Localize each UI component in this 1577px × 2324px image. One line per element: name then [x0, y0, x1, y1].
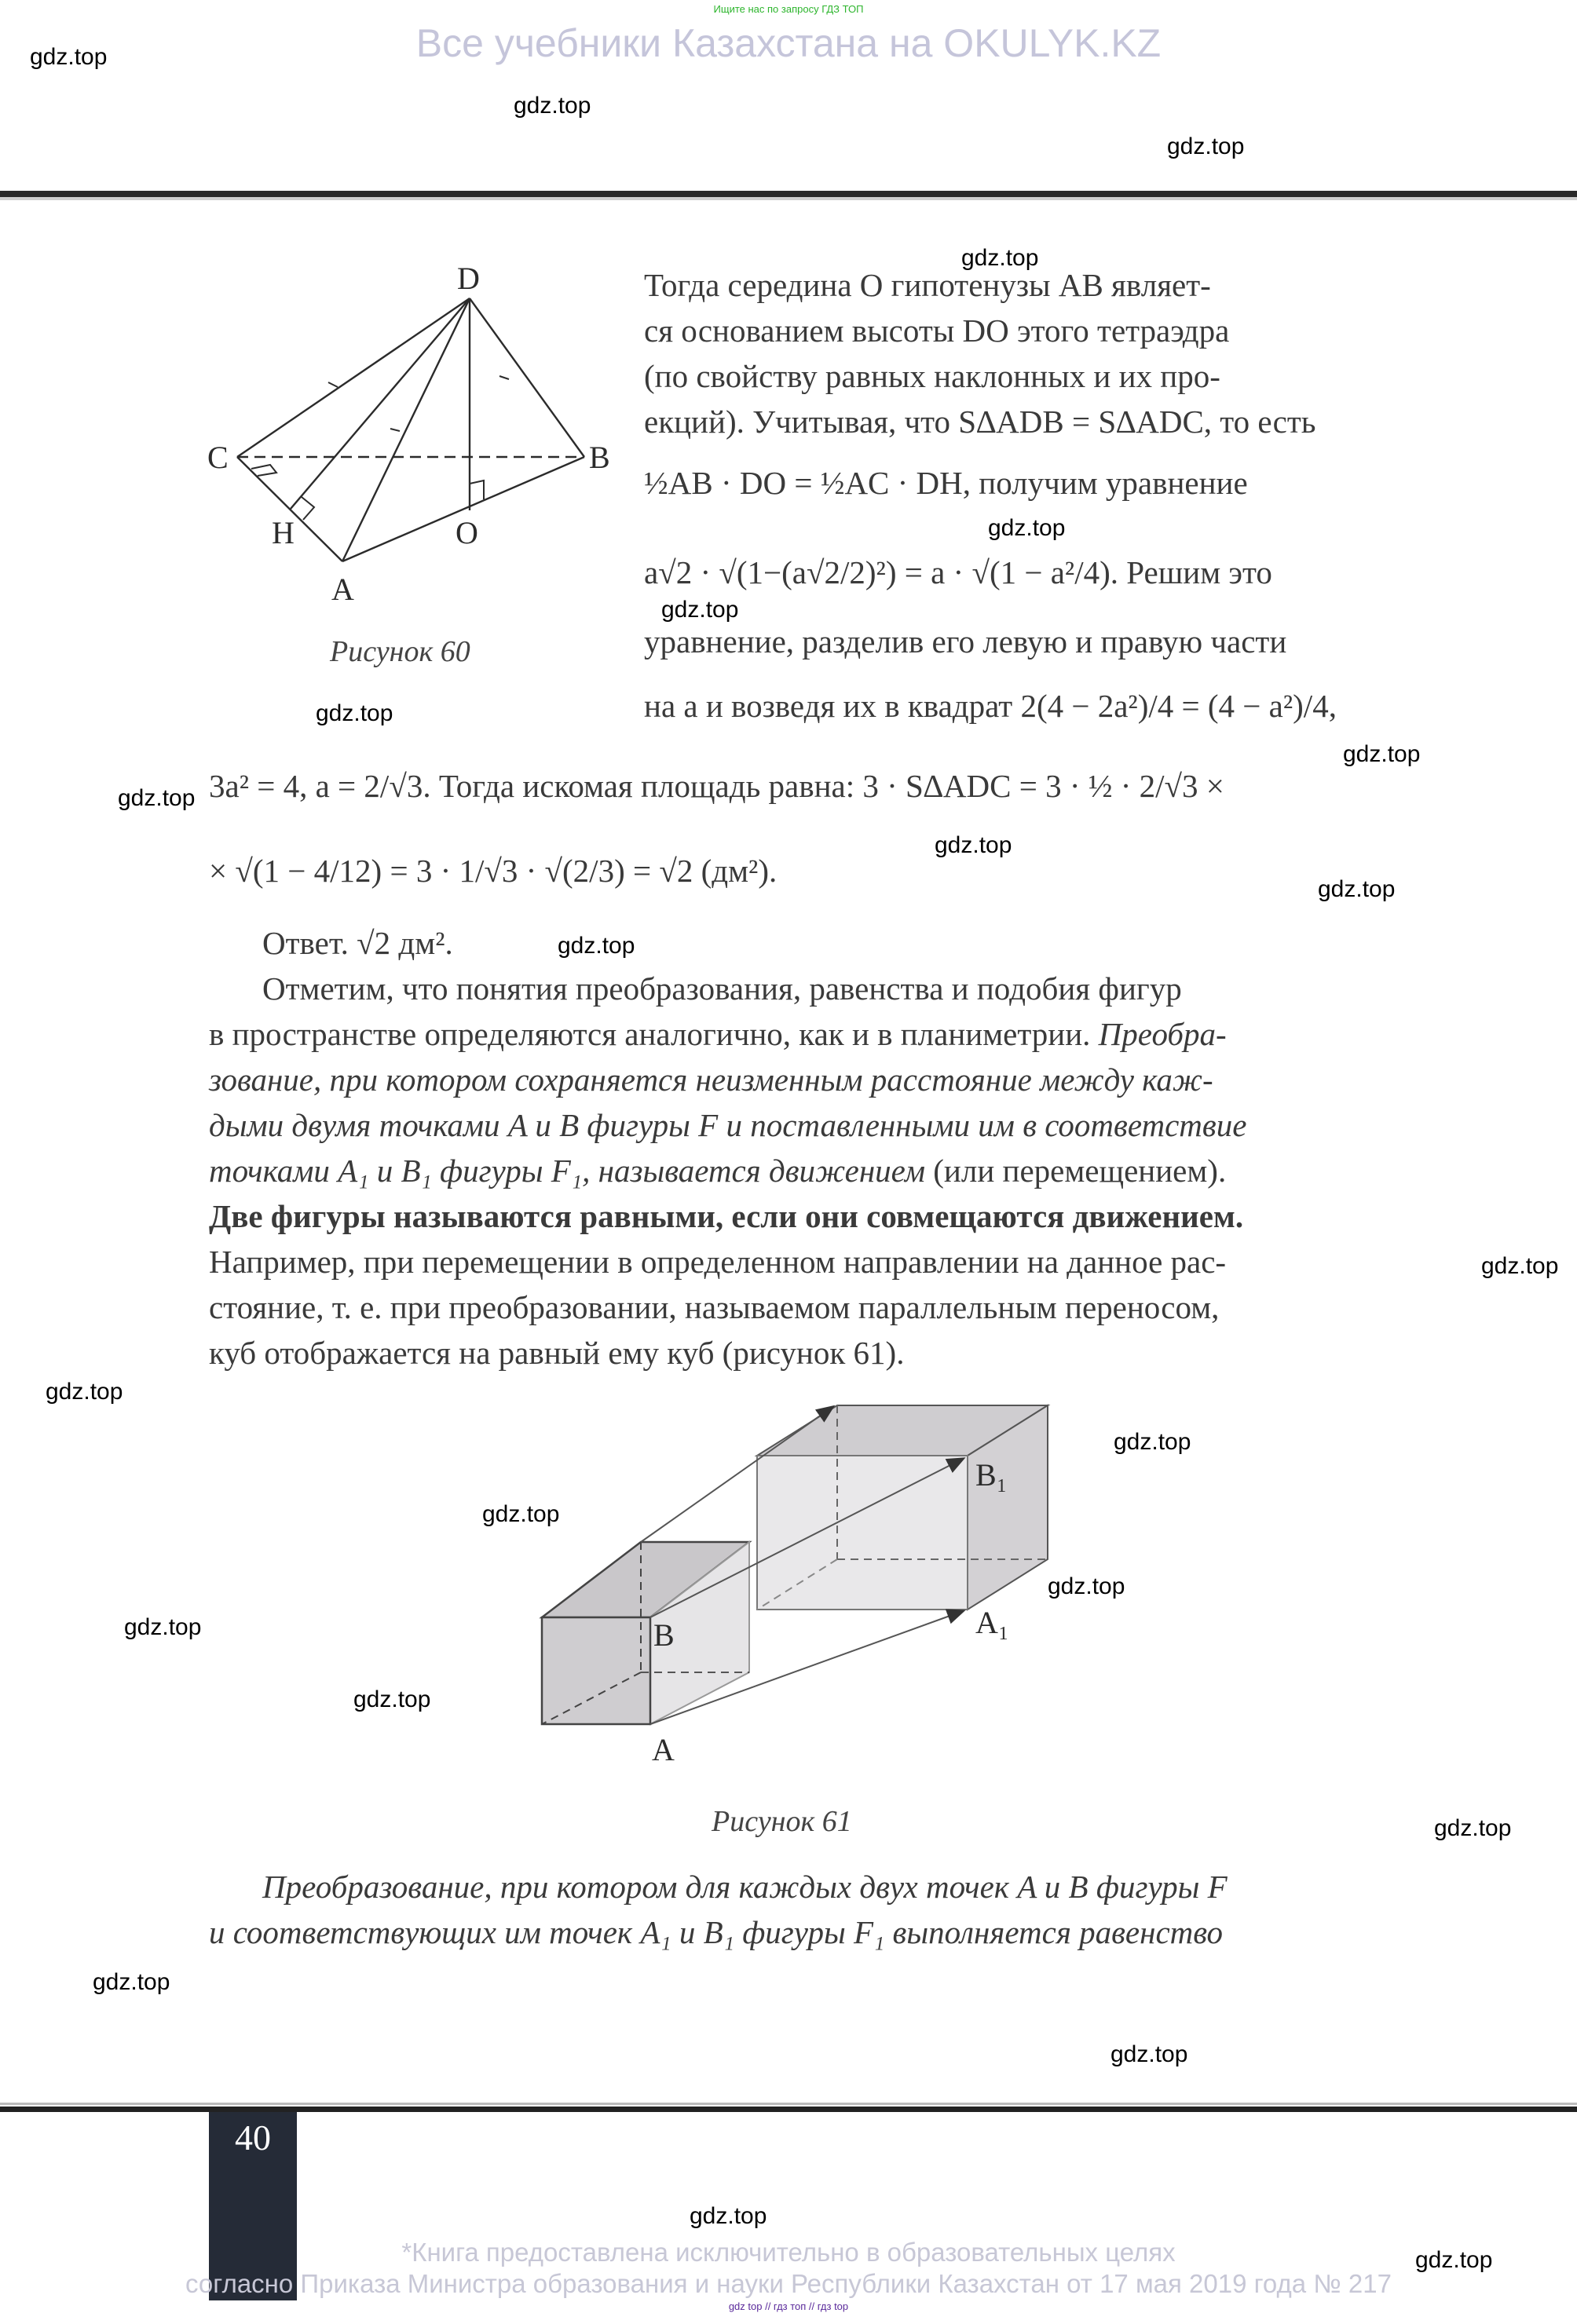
watermark: gdz.top — [1318, 876, 1396, 902]
watermark: gdz.top — [1048, 1573, 1125, 1599]
footer-note: *Книга предоставлена исключительно в образовательных целях — [401, 2238, 1176, 2267]
paragraph-line: Например, при перемещении в определенном направлении на данное рас- — [209, 1244, 1227, 1280]
answer-line: Ответ. √2 дм². — [262, 925, 453, 961]
watermark: gdz.top — [1434, 1815, 1512, 1841]
footer-note: согласно Приказа Министра образования и науки Республики Казахстан от 17 мая 2019 года № 217 — [185, 2269, 1392, 2298]
watermark: gdz.top — [353, 1686, 431, 1712]
figure-61-cubes — [518, 1382, 1115, 1790]
top-search-note: Ищите нас по запросу ГДЗ ТОП — [713, 3, 864, 15]
text-normal: в пространстве определяются аналогично, как и в планиметрии. — [209, 1016, 1099, 1052]
site-title-link[interactable]: Все учебники Казахстана на OKULYK.KZ — [415, 21, 1162, 65]
definition-line: Преобразование, при котором для каждых двух точек A и B фигуры F — [262, 1869, 1228, 1905]
edge-db-hidden — [470, 298, 481, 457]
label-b: B — [653, 1617, 675, 1653]
definition-line: дыми двумя точками A и B фигуры F и поставленными им в соответствие — [209, 1107, 1247, 1143]
paragraph-line: уравнение, разделив его левую и правую части — [644, 623, 1287, 660]
definition-line: зование, при котором сохраняется неизменным расстояние между каж- — [209, 1062, 1213, 1098]
label-a: A — [331, 572, 354, 607]
watermark: gdz.top — [93, 1969, 170, 1995]
watermark: gdz.top — [558, 933, 635, 959]
watermark: gdz.top — [46, 1379, 123, 1405]
right-angle-o — [470, 481, 484, 499]
label-b1: B₁ — [975, 1457, 1008, 1493]
paragraph-line: Отметим, что понятия преобразования, равенства и подобия фигур — [262, 970, 1182, 1007]
paragraph-line: (по свойству равных наклонных и их про- — [644, 358, 1220, 394]
formula-line: на a и возведя их в квадрат 2(4 − 2a²)/4 = (4 − a²)/4, — [644, 688, 1337, 724]
paragraph-line: куб отображается на равный ему куб (рисунок 61). — [209, 1335, 905, 1371]
paragraph-line: ся основанием высоты DO этого тетраэдра — [644, 312, 1230, 349]
formula-line: ½AB · DO = ½AC · DH, получим уравнение — [644, 465, 1248, 501]
formula-line: × √(1 − 4/12) = 3 · 1/√3 · √(2/3) = √2 (дм²). — [209, 853, 778, 889]
tick-mark — [499, 376, 509, 379]
paragraph-line: стояние, т. е. при преобразовании, называемом параллельным переносом, — [209, 1289, 1220, 1325]
watermark: gdz.top — [514, 93, 591, 119]
tick-mark — [328, 382, 338, 387]
definition-line — [209, 1148, 1226, 1193]
watermark: gdz.top — [661, 597, 739, 623]
paragraph-line: екций). Учитывая, что S∆ADB = S∆ADC, то есть — [644, 404, 1316, 440]
edge-dc — [237, 298, 470, 457]
watermark: gdz.top — [988, 515, 1066, 541]
watermark: gdz.top — [961, 245, 1039, 271]
definition-line: и соответствующих им точек A₁ и B₁ фигуры F₁ выполняется равенство — [209, 1914, 1224, 1950]
cube-translated — [757, 1405, 1048, 1610]
label-b: B — [589, 440, 610, 475]
cube-original — [542, 1542, 749, 1724]
label-h: H — [272, 515, 295, 550]
tick-mark — [390, 429, 400, 431]
label-c: C — [207, 440, 229, 475]
label-a: A — [652, 1732, 675, 1767]
text-normal: (или перемещением). — [925, 1153, 1227, 1189]
watermark: gdz.top — [30, 44, 108, 70]
edge-dh — [291, 298, 470, 509]
watermark: gdz.top — [935, 832, 1012, 858]
text-italic: Преобра- — [1098, 1016, 1227, 1052]
header-divider — [0, 191, 1577, 200]
watermark: gdz.top — [118, 785, 196, 811]
figure-61-caption: Рисунок 61 — [712, 1805, 852, 1838]
watermark: gdz.top — [124, 1614, 202, 1640]
watermark: gdz.top — [690, 2203, 767, 2229]
footer-links[interactable]: gdz top // гдз топ // гдз top — [728, 2300, 849, 2312]
label-o: O — [456, 515, 478, 550]
footer-divider — [0, 2103, 1577, 2112]
page-number: 40 — [235, 2118, 271, 2158]
watermark: gdz.top — [1343, 741, 1421, 767]
formula-line: a√2 · √(1−(a√2/2)²) = a · √(1 − a²/4). Решим это — [644, 554, 1272, 590]
edge-db — [470, 298, 584, 457]
paragraph-line: Тогда середина O гипотенузы AB являет- — [644, 267, 1211, 303]
paragraph-line — [209, 1011, 1227, 1057]
watermark: gdz.top — [1167, 133, 1245, 159]
watermark: gdz.top — [1114, 1429, 1191, 1455]
watermark: gdz.top — [1110, 2041, 1188, 2067]
formula-line: 3a² = 4, a = 2/√3. Тогда искомая площадь равна: 3 · S∆ADC = 3 · ½ · 2/√3 × — [209, 768, 1224, 804]
watermark: gdz.top — [316, 700, 393, 726]
label-a1: A₁ — [975, 1605, 1009, 1640]
edge-da — [342, 298, 470, 561]
watermark: gdz.top — [1481, 1253, 1559, 1279]
watermark: gdz.top — [482, 1501, 560, 1527]
watermark: gdz.top — [1415, 2247, 1493, 2273]
figure-60-tetrahedron — [188, 251, 628, 660]
bold-definition: Две фигуры называются равными, если они совмещаются движением. — [209, 1198, 1244, 1234]
right-angle-h — [302, 497, 314, 520]
figure-60-caption: Рисунок 60 — [330, 635, 470, 668]
text-italic: точками A₁ и B₁ фигуры F₁, называется движением — [209, 1153, 926, 1189]
label-d: D — [457, 261, 480, 296]
